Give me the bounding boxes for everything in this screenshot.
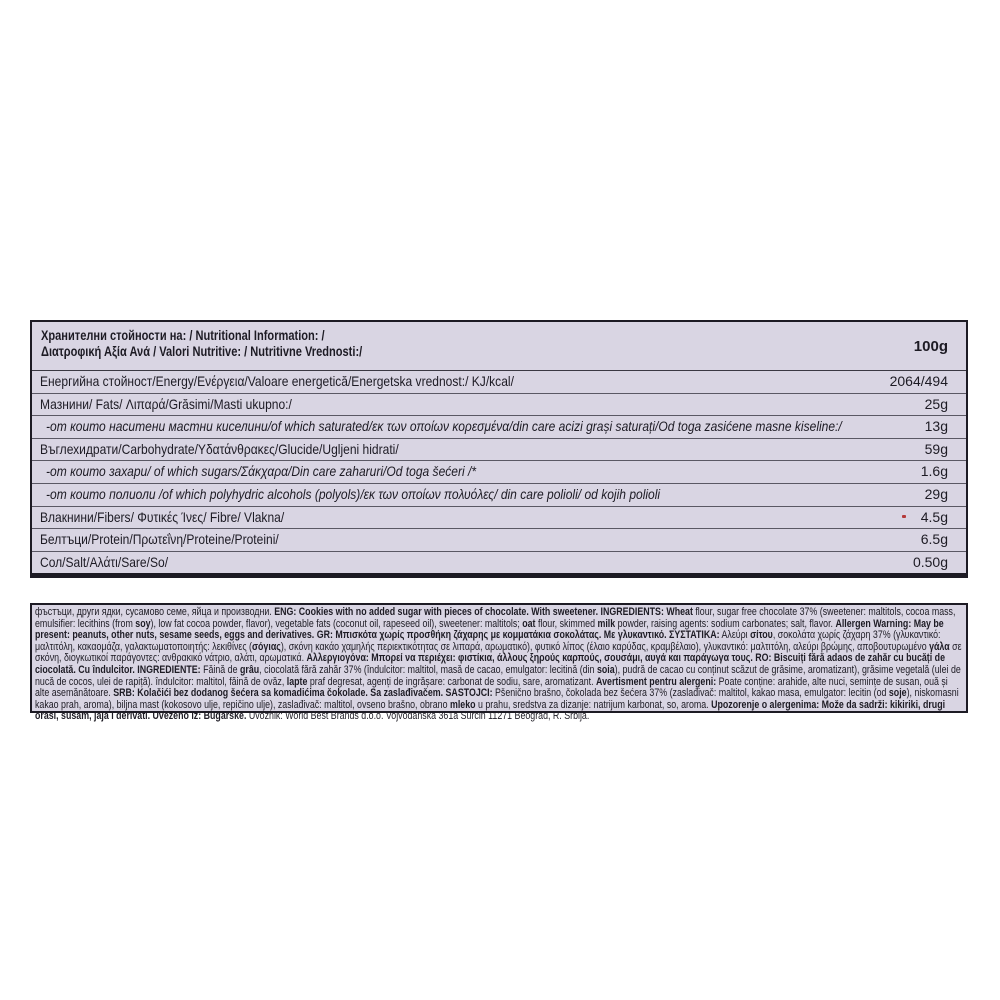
nutrient-label: -от които наситени мастни киселини/of which saturated/εκ των οποίων κορεσμένα/din care acizi grași saturați/Od toga zasićene masne kiseline:/ [46,418,842,435]
nutrient-label: -от които полиоли /of which polyhydric alcohols (polyols)/εκ των οποίων πολυόλες/ din care polioli/ od kojih polioli [46,485,661,502]
nutrient-value: 4.5g [920,508,948,525]
nutrition-row [32,529,966,552]
nutrition-header [32,322,966,371]
nutrition-row [32,507,966,530]
nutrient-value: 29g [924,485,948,502]
nutrient-value: 13g [924,418,948,435]
nutrient-value: 2064/494 [889,373,948,389]
nutrition-rows [32,371,966,573]
nutrient-label: Сол/Salt/Αλάτι/Sare/So/ [40,553,169,570]
nutrient-label: Влакнини/Fibers/ Φυτικές Ίνες/ Fibre/ Vlakna/ [40,508,285,525]
nutrient-value: 59g [924,440,948,457]
nutrient-label: Енергийна стойност/Energy/Ενέργεια/Valoare energetică/Energetska vrednost:/ KJ/kcal/ [40,373,514,389]
nutrition-row [32,416,966,439]
red-mark [902,515,906,518]
nutrient-value: 6.5g [920,531,948,548]
nutrition-table [30,320,968,577]
per-100g-label: 100g [913,338,948,355]
nutrition-row [32,439,966,462]
nutrient-label: -от които захари/ of which sugars/Σάκχαρα/Din care zaharuri/Od toga šećeri /* [46,463,477,480]
nutrition-header-line1: Хранителни стойности на: / Nutritional Information: / [41,328,325,343]
nutrient-value: 1.6g [920,463,948,480]
nutrition-row [32,552,966,574]
ingredients-text: фъстъци, други ядки, сусамово семе, яйца и производни. ENG: Cookies with no added sugar with pieces of chocolate. With sweetener. INGREDIENTS: Wheat flour, sugar free chocolate 37% (sweetener: maltitols, cocoa mass, emulsifier: lecithins (from soy), low fat cocoa powder, flavor), vegetable fats (coconut oil, rapeseed oil), sweetener: maltitols; oat flour, skimmed milk powder, raising agents: sodium carbonates; salt, flavor. Allergen Warning: May be present: peanuts, other nuts, sesame seeds, eggs and derivatives. GR: Μπισκότα χωρίς προσθήκη ζάχαρης με κομματάκια σοκολάτας. Με γλυκαντικό. ΣΥΣΤΑΤΙΚΑ: Αλεύρι σίτου, σοκολάτα χωρίς ζάχαρη 37% (γλυκαντικό: μαλτιτόλη, κακαομάζα, γαλακτωματοποιητής: λεκιθίνες (σόγιας), σκόνη κακάο χαμηλής περιεκτικότητας σε λιπαρά, αρωματικό), φυτικό λίπος (έλαιο καρύδας, κραμβέλαιο), γλυκαντικό: μαλτιτόλη, αλεύρι βρώμης, αποβουτυρωμένο γάλα σε σκόνη, διογκωτικοί παράγοντες: ανθρακικό νάτριο, αλάτι, αρωματικά. Αλλεργιογόνα: Μπορεί να περιέχει: φιστίκια, άλλους ξηρούς καρπούς, σουσάμι, αυγά και παράγωγα τους. RO: Biscuiți fără adaos de zahăr cu bucăți de ciocolată. Cu îndulcitor. INGREDIENTE: Făină de grâu, ciocolată fără zahăr 37% (îndulcitor: maltitol, masă de cacao, emulgator: lecitină (din soia), pudră de cacao cu conținut scăzut de grăsime, aromatizant), grăsime vegetală (ulei de nucă de cocos, ulei de rapiță). îndulcitor: maltitol, făină de ovăz, lapte praf degresat, agenți de ingrășare: carbonat de sodiu, sare, aromatizant. Avertisment pentru alergeni: Poate conține: arahide, alte nuci, semințe de susan, ouă și alte asemănătoare. SRB: Kolačići bez dodanog šećera sa komadićima čokolade. Sa zaslađivačem. SASTOJCI: Pšenično brašno, čokolada bez šećera 37% (zaslađivač: maltitol, kakao masa, emulgator: lecitin (od soje), niskomasni kakao prah, aroma), biljna mast (kokosovo ulje, repičino ulje), zaslađivač: maltitol, ovseno brašno, obrano mleko u prahu, sredstva za dizanje: natrijum karbonat, so, aroma. Upozorenje o alergenima: Može da sadrži: kikiriki, drugi orasi, susam, jaja i derivati. Uvezeno iz: Bugarske. Uvoznik: World Best Brands d.o.o. Vojvođanska 361a Surčin 11271 Beograd, R. Srbija. [35,606,962,723]
nutrient-label: Мазнини/ Fats/ Λιπαρά/Grăsimi/Masti ukupno:/ [40,395,292,412]
nutrition-row [32,484,966,507]
nutrition-row [32,461,966,484]
nutrition-header-line2: Διατροφική Αξία Ανά / Valori Nutritive: / Nutritivne Vrednosti:/ [41,344,363,359]
nutrition-row [32,394,966,417]
nutrient-value: 25g [924,395,948,412]
nutrient-value: 0.50g [912,553,948,570]
nutrient-label: Въглехидрати/Carbohydrate/Υδατάνθρακες/Glucide/Ugljeni hidrati/ [40,440,399,457]
nutrition-row [32,371,966,394]
table-bottom-bar [30,573,968,578]
nutrient-label: Белтъци/Protein/Πρωτεΐνη/Proteine/Proteini/ [40,531,279,548]
ingredients-panel [30,603,968,723]
